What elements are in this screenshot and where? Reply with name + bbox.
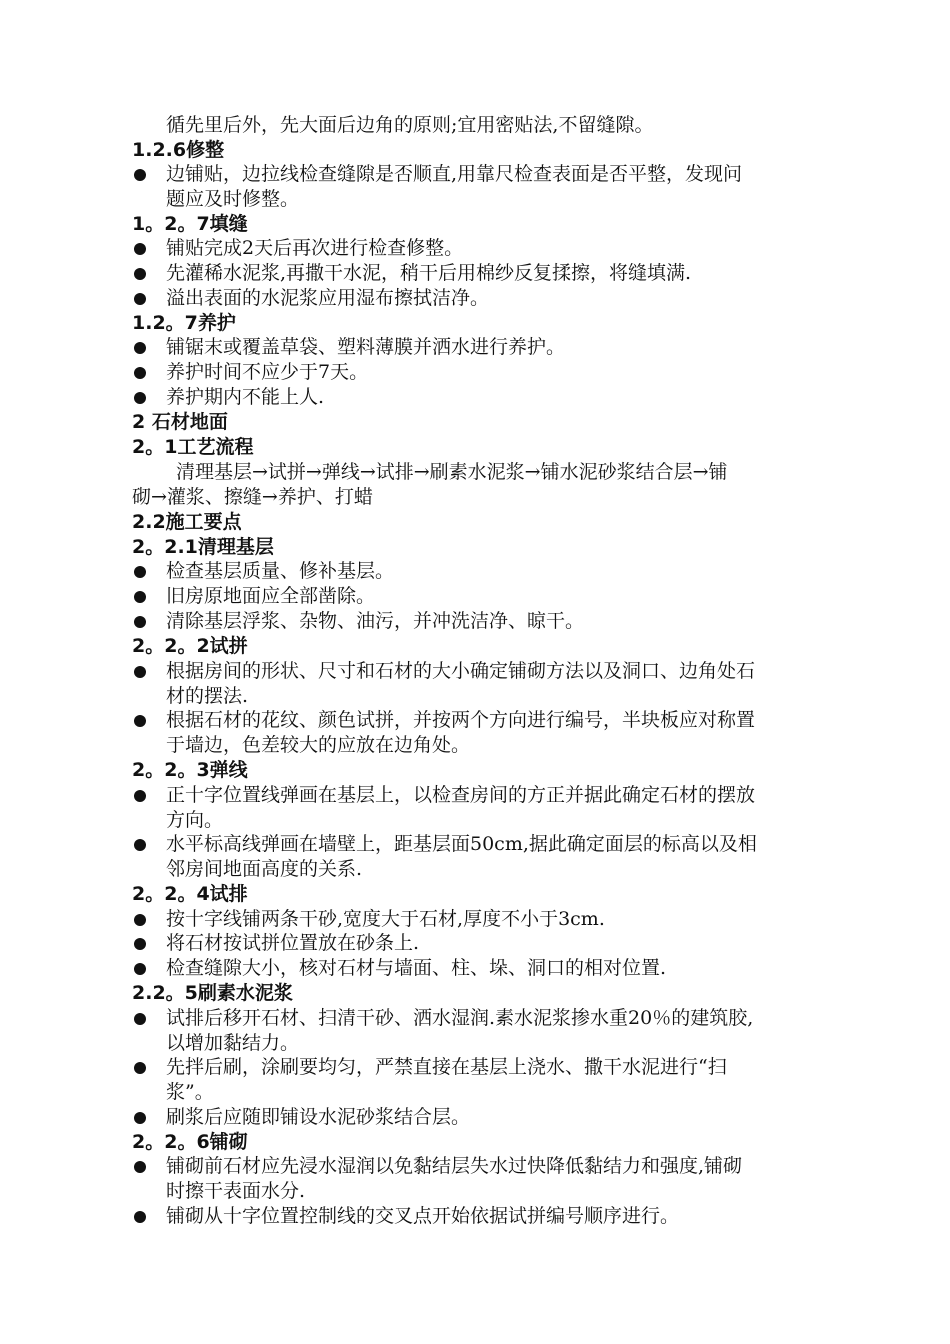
bullet-icon (134, 1062, 146, 1074)
section-heading: 2。1工艺流程 (132, 436, 254, 458)
bullet-icon (134, 616, 146, 628)
list-item: 水平标高线弹画在墙壁上，距基层面50cm,据此确定面层的标高以及相 (166, 833, 757, 855)
section-heading: 1。2。7填缝 (132, 213, 248, 235)
list-item-continued: 题应及时修整。 (166, 188, 300, 210)
list-item: 按十字线铺两条干砂,宽度大于石材,厚度不小于3cm. (166, 908, 605, 930)
bullet-icon (134, 293, 146, 305)
list-item: 正十字位置线弹画在基层上，以检查房间的方正并据此确定石材的摆放 (166, 784, 756, 806)
list-item: 清除基层浮浆、杂物、油污，并冲洗洁净、晾干。 (166, 610, 585, 632)
list-item: 铺贴完成2天后再次进行检查修整。 (166, 237, 464, 259)
bullet-icon (134, 1211, 146, 1223)
list-item: 根据石材的花纹、颜色试拼，并按两个方向进行编号，半块板应对称置 (166, 709, 756, 731)
subsection-heading: 2。2。4试排 (132, 883, 248, 905)
list-item: 养护时间不应少于7天。 (166, 361, 369, 383)
list-item-continued: 材的摆法. (166, 685, 249, 707)
list-item: 检查缝隙大小，核对石材与墙面、柱、垛、洞口的相对位置. (166, 957, 667, 979)
list-item-continued: 以增加黏结力。 (166, 1032, 300, 1054)
list-item: 溢出表面的水泥浆应用湿布擦拭洁净。 (166, 287, 490, 309)
paragraph-text-continued: 砌→灌浆、擦缝→养护、打蜡 (132, 486, 373, 508)
bullet-icon (134, 342, 146, 354)
list-item: 检查基层质量、修补基层。 (166, 560, 395, 582)
paragraph-text: 清理基层→试拼→弹线→试排→刷素水泥浆→铺水泥砂浆结合层→铺 (176, 461, 728, 483)
list-item: 铺锯末或覆盖草袋、塑料薄膜并洒水进行养护。 (166, 336, 566, 358)
subsection-heading: 2.2。5刷素水泥浆 (132, 982, 293, 1004)
section-heading: 2.2施工要点 (132, 511, 242, 533)
bullet-icon (134, 566, 146, 578)
bullet-icon (134, 963, 146, 975)
list-item: 边铺贴，边拉线检查缝隙是否顺直,用靠尺检查表面是否平整，发现问 (166, 163, 743, 185)
list-item: 先灌稀水泥浆,再撒干水泥，稍干后用棉纱反复揉擦，将缝填满. (166, 262, 692, 284)
bullet-icon (134, 268, 146, 280)
bullet-icon (134, 169, 146, 181)
bullet-icon (134, 938, 146, 950)
bullet-icon (134, 591, 146, 603)
list-item: 试排后移开石材、扫清干砂、洒水湿润.素水泥浆掺水重20％的建筑胶, (166, 1007, 754, 1029)
bullet-icon (134, 392, 146, 404)
list-item: 养护期内不能上人. (166, 386, 325, 408)
bullet-icon (134, 914, 146, 926)
paragraph-text: 循先里后外，先大面后边角的原则;宜用密贴法,不留缝隙。 (166, 114, 654, 136)
list-item-continued: 邻房间地面高度的关系. (166, 858, 363, 880)
list-item: 将石材按试拼位置放在砂条上. (166, 932, 420, 954)
bullet-icon (134, 243, 146, 255)
bullet-icon (134, 1013, 146, 1025)
list-item-continued: 时擦干表面水分. (166, 1180, 306, 1202)
list-item: 铺砌前石材应先浸水湿润以免黏结层失水过快降低黏结力和强度,铺砌 (166, 1155, 743, 1177)
bullet-icon (134, 367, 146, 379)
list-item: 刷浆后应随即铺设水泥砂浆结合层。 (166, 1106, 471, 1128)
bullet-icon (134, 790, 146, 802)
subsection-heading: 2。2。2试拼 (132, 635, 248, 657)
chapter-heading: 2 石材地面 (132, 411, 228, 433)
list-item-continued: 方向。 (166, 809, 224, 831)
list-item: 根据房间的形状、尺寸和石材的大小确定铺砌方法以及洞口、边角处石 (166, 660, 756, 682)
list-item-continued: 于墙边，色差较大的应放在边角处。 (166, 734, 471, 756)
bullet-icon (134, 666, 146, 678)
list-item: 旧房原地面应全部凿除。 (166, 585, 376, 607)
bullet-icon (134, 839, 146, 851)
list-item: 先拌后刷，涂刷要均匀，严禁直接在基层上浇水、撒干水泥进行“扫 (166, 1056, 727, 1078)
list-item: 铺砌从十字位置控制线的交叉点开始依据试拼编号顺序进行。 (166, 1205, 680, 1227)
section-heading: 1.2.6修整 (132, 139, 225, 161)
bullet-icon (134, 715, 146, 727)
bullet-icon (134, 1112, 146, 1124)
list-item-continued: 浆”。 (166, 1081, 214, 1103)
subsection-heading: 2。2。3弹线 (132, 759, 248, 781)
subsection-heading: 2。2.1清理基层 (132, 536, 274, 558)
section-heading: 1.2。7养护 (132, 312, 236, 334)
subsection-heading: 2。2。6铺砌 (132, 1131, 248, 1153)
bullet-icon (134, 1161, 146, 1173)
